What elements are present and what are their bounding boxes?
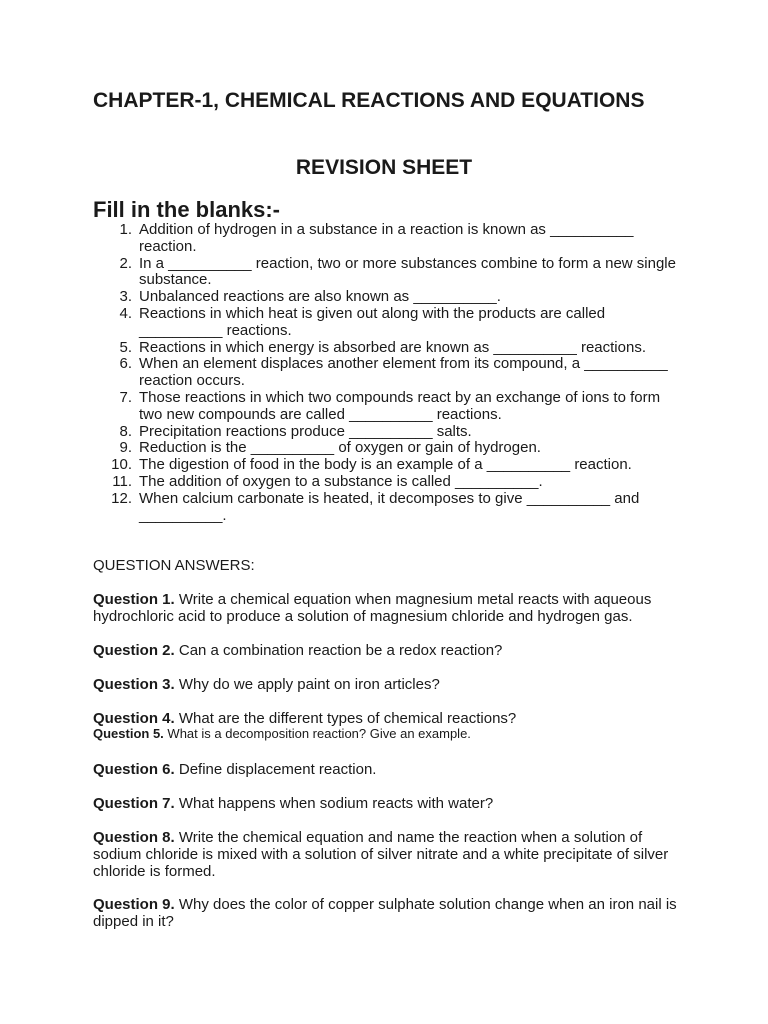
question-label: Question 2.: [93, 642, 175, 659]
chapter-title: CHAPTER-1, CHEMICAL REACTIONS AND EQUATIONS: [93, 89, 645, 112]
question-5: [93, 726, 683, 741]
question-text: Why does the color of copper sulphate solution change when an iron nail is dipped in it?: [93, 896, 677, 930]
question-6: [93, 761, 683, 778]
item-text: When calcium carbonate is heated, it decomposes to give __________ and __________.: [139, 489, 640, 524]
question-label: Question 9.: [93, 896, 175, 913]
item-number: 7.: [119, 388, 132, 406]
list-item: [93, 222, 683, 256]
question-1: [93, 591, 683, 625]
question-label: Question 3.: [93, 676, 175, 693]
fill-in-list: [93, 222, 683, 524]
item-text: Reactions in which energy is absorbed are known as __________ reactions.: [139, 338, 646, 356]
question-label: Question 1.: [93, 591, 175, 608]
question-text: What happens when sodium reacts with water?: [178, 795, 494, 812]
item-number: 8.: [119, 422, 132, 440]
item-text: Those reactions in which two compounds react by an exchange of ions to form two new compounds are called __________ reactions.: [139, 388, 661, 423]
question-7: [93, 795, 683, 812]
list-item: [93, 256, 683, 290]
list-item: [93, 340, 683, 357]
question-text: Write a chemical equation when magnesium metal reacts with aqueous hydrochloric acid to produce a solution of magnesium chloride and hydrogen gas.: [93, 591, 652, 625]
item-text: When an element displaces another element from its compound, a __________ reaction occurs.: [139, 355, 668, 390]
item-text: In a __________ reaction, two or more substances combine to form a new single substance.: [139, 254, 676, 289]
question-label: Question 6.: [93, 761, 175, 778]
question-text: What is a decomposition reaction? Give an example.: [167, 726, 471, 741]
item-number: 4.: [119, 304, 132, 322]
item-number: 5.: [119, 338, 132, 356]
item-text: Reduction is the __________ of oxygen or gain of hydrogen.: [139, 439, 541, 457]
item-text: Unbalanced reactions are also known as __________.: [139, 288, 501, 306]
list-item: [93, 457, 683, 474]
sheet-title: REVISION SHEET: [295, 156, 473, 179]
question-text: Define displacement reaction.: [178, 761, 377, 778]
list-item: [93, 356, 683, 390]
question-9: [93, 896, 683, 930]
question-text: Write the chemical equation and name the reaction when a solution of sodium chloride is mixed with a solution of silver nitrate and a white precipitate of silver chloride is formed.: [93, 829, 669, 880]
item-number: 6.: [119, 355, 132, 373]
fill-in-heading: Fill in the blanks:-: [93, 197, 281, 222]
item-text: The addition of oxygen to a substance is called __________.: [139, 472, 543, 490]
item-number: 3.: [119, 288, 132, 306]
list-item: [93, 424, 683, 441]
item-text: The digestion of food in the body is an example of a __________ reaction.: [139, 456, 632, 474]
item-number: 11.: [112, 472, 132, 490]
item-number: 12.: [111, 489, 132, 507]
item-number: 2.: [119, 254, 132, 272]
list-item: [93, 306, 683, 340]
question-8: [93, 829, 683, 880]
list-item: [93, 289, 683, 306]
item-number: 9.: [119, 439, 132, 457]
list-item: [93, 440, 683, 457]
question-text: Can a combination reaction be a redox reaction?: [178, 642, 503, 659]
question-label: Question 5.: [93, 726, 164, 741]
item-number: 10.: [111, 456, 132, 474]
item-number: 1.: [119, 221, 132, 238]
question-text: Why do we apply paint on iron articles?: [178, 676, 440, 693]
item-text: Addition of hydrogen in a substance in a reaction is known as __________ reaction.: [139, 221, 634, 255]
question-3: [93, 676, 683, 693]
list-item: [93, 474, 683, 491]
list-item: [93, 491, 683, 525]
list-item: [93, 390, 683, 424]
question-label: Question 7.: [93, 795, 175, 812]
question-label: Question 4.: [93, 710, 175, 727]
item-text: Reactions in which heat is given out along with the products are called __________ reactions.: [139, 304, 606, 339]
question-label: Question 8.: [93, 829, 175, 846]
question-answers-heading: QUESTION ANSWERS:: [93, 557, 255, 574]
question-4: [93, 710, 683, 727]
question-2: [93, 642, 683, 659]
item-text: Precipitation reactions produce __________ salts.: [139, 422, 472, 440]
question-text: What are the different types of chemical reactions?: [178, 710, 517, 727]
